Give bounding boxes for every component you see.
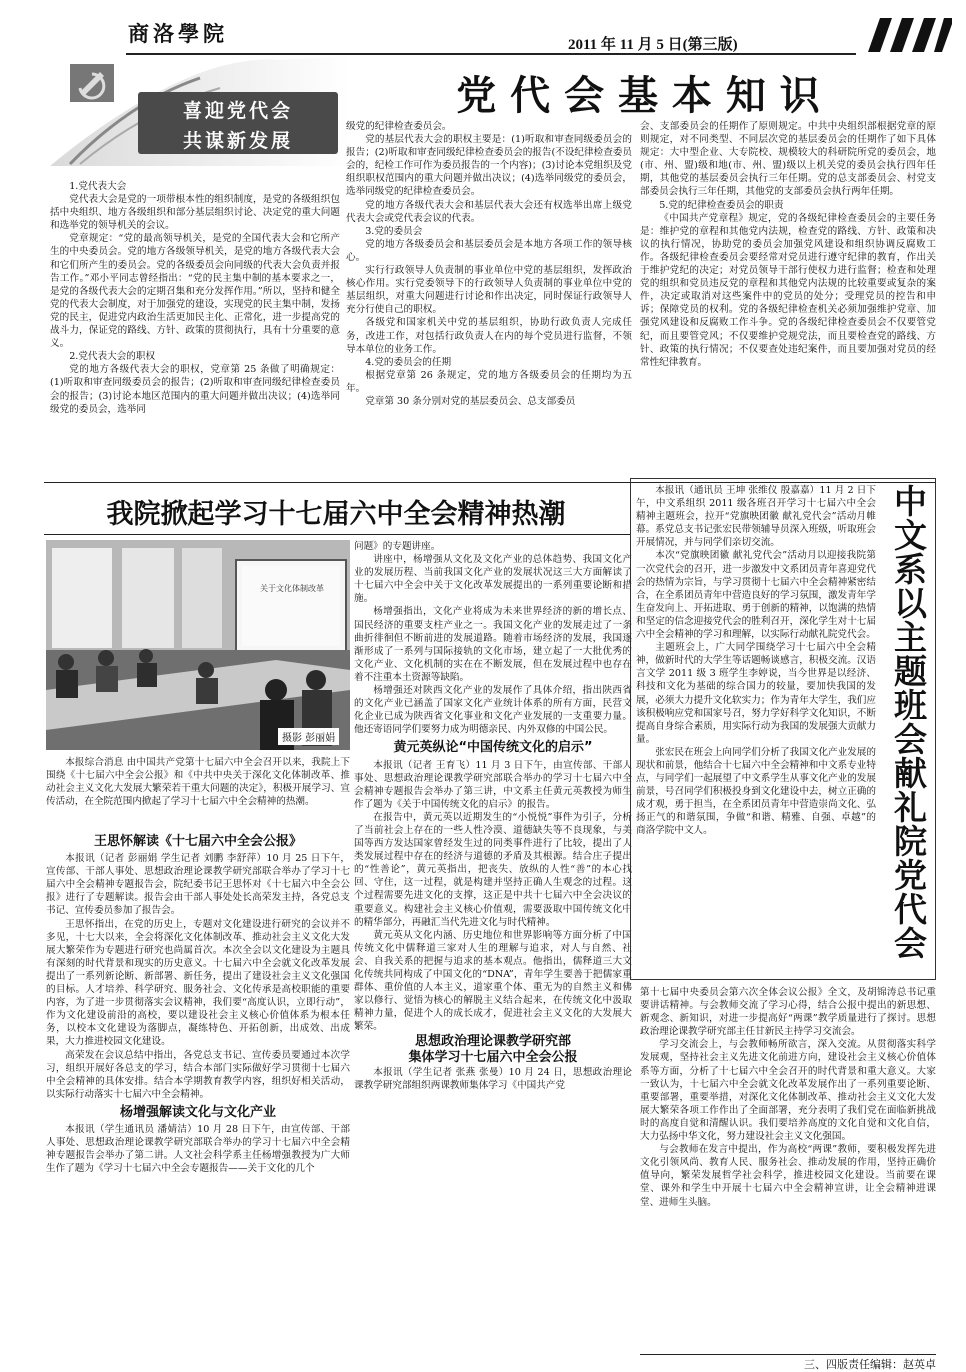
section-heading: 4.党的委员会的任期	[365, 356, 452, 368]
paragraph: 党章规定：“党的最高领导机关，是党的全国代表大会和它所产生的中央委员会。党的地方各级领导机关，是党的地方各级代表大会和它们所产生的委员会。党的各级委员会向同级的代表大会负责并报告工作。”邓小平同志曾经指出：“党的民主集中制的基本要求之一，是党的各级代表大会的定期召集和充分发挥作用。”所以，坚持和健全党的代表大会制度，对于加强党的建设，实现党的民主集中制，发扬党的民主，促进党内政治生活更加民主化、正常化，进一步提高党的战斗力，保证党的路线、方针、政策的贯彻执行，具有十分重要的意义。	[50, 233, 340, 350]
subhead: 杨增强解读文化与文化产业	[119, 1104, 276, 1120]
paragraph: 本报讯（学生通讯员 潘婧洁）10 月 28 日下午，由宣传部、干部人事处、思想政治理论课教学研究部联合举办的学习十七届六中全会精神专题报告会举办了第二讲。人文社会科学系主任杨增强教授为广大师生作了题为《学习十七届六中全会专题报告——关于文化的几个	[46, 1123, 350, 1175]
paragraph: 本次“党旗映团徽 献礼党代会”活动月以迎接我院第一次党代会的召开，进一步激发中文系团员青年喜迎党代会的热情为宗旨，与学习贯彻十七届六中全会精神紧密结合，在全系团员青年中营造良好的学习氛围，激发青年学生奋发向上、开拓进取、勇于创新的精神，以饱满的热情和坚定的信念迎接党代会的胜利召开，深化学生对十七届六中全会精神的学习和理解，以实际行动献礼院党代会。	[636, 550, 876, 641]
paragraph: 黄元英从文化内涵、历史地位和世界影响等方面分析了中国传统文化中儒释道三家对人生的理解与追求，对人与自然、社会、自我关系的把握与追求的基本观点。他指出，儒释道三大文化传统共同构成了中国文化的“DNA”，青年学生要善于把儒家重群体、重价值的人本主义，道家重个体、重无为的自然主义和佛家以修行、觉悟为核心的解脱主义结合起来，在传统文化中汲取精神力量，促进个人的成长成才，促进社会主义文化的大发展大繁荣。	[354, 929, 632, 1033]
feature-intro	[46, 756, 350, 828]
photo-screen-text: 关于文化体制改革	[260, 584, 324, 593]
paragraph: 本报讯（通讯员 王坤 张维仪 殷嘉嘉）11 月 2 日下午，中文系组织 2011 级各班召开学习十七届六中全会精神主题班会，拉开“党旗映团徽 献礼党代会”活动月帷幕。系党总支书记张宏民带领辅导员深入班级，听取班会开展情况，并与同学们亲切交流。	[636, 485, 876, 549]
side-article-top	[636, 484, 876, 976]
knowledge-column-3	[640, 120, 936, 478]
paragraph: 学习交流会上，与会教师畅所欲言，深入交流。从贯彻落实科学发展观，坚持社会主义先进文化前进方向，建设社会主义核心价值体系等方面，分析了十七届六中全会召开的时代背景和重大意义。大家一致认为，十七届六中全会就文化改革发展作出了一系列重要论断、重要部署，重要举措，对深化文化体制改革、推动社会主义文化大发展大繁荣各项工作作出了全面部署，充分表明了我们党在面临新挑战时的高度自觉和清醒认识。我们要培养高度的文化自觉和文化自信，大力弘扬中华文化，努力建设社会主义文化强国。	[640, 1039, 936, 1143]
paragraph: 党代表大会是党的一项带根本性的组织制度，是党的各级组织包括中央组织、地方各级组织和部分基层组织讨论、决定党的重大问题和选举党的领导机关的会议。	[50, 194, 340, 232]
paragraph: 本报讯（记者 王育飞）11 月 3 日下午，由宣传部、干部人事处、思想政治理论课教学研究部联合举办的学习十七届六中全会精神专题报告会举办了第三讲，中文系主任黄元英教授为师生作了题为《关于中国传统文化的启示》的报告。	[354, 759, 632, 810]
school-name: 商洛學院	[128, 21, 228, 46]
paragraph: 党的地方各级委员会和基层委员会是本地方各项工作的领导核心。	[346, 238, 632, 263]
paragraph: 高荣发在会议总结中指出，各党总支书记、宣传委员要通过本次学习，组织开展好各总支的学习，结合本部门实际做好学习贯彻十七届六中全会精神的具体安排。结合本学期教育教学内容，组织好相关活动，以实际行动落实十七届六中全会精神。	[46, 1049, 350, 1100]
editor-line: 三、四版责任编辑：赵英卓	[804, 1358, 936, 1371]
paragraph: 级党的纪律检查委员会。	[346, 121, 452, 132]
paragraph: 在报告中，黄元英以近期发生的“小悦悦”事件为引子，分析了当前社会上存在的一些人性冷漠、道德缺失等不良现象，与美国等西方发达国家曾经发生过的同类事件进行了比较，提出了人类发展过程中存在的经济与道德的矛盾及其根源。结合庄子提出的“性善论”，黄元英指出，把丧失、放纵的人性“善”的本心找回、守住，这一过程，就是构建并坚持正确人生观念的过程。这个过程需要先进文化的支撑，这正是中共十七届六中全会决议的重要意义。构建社会主义核心价值观，需要汲取中国传统文化中的精华部分，再融汇当代先进文化与时代精神。	[354, 811, 632, 928]
subhead-line: 集体学习十七届六中全会公报	[408, 1049, 578, 1065]
section-heading: 3.党的委员会	[365, 225, 423, 237]
slogan-line1: 喜迎党代会	[182, 100, 293, 122]
paragraph: 与会教师在发言中提出，作为高校“两课”教师，要积极发挥先进文化引领风尚、教育人民、服务社会、推动发展的作用，坚持正确价值导向，繁荣发展哲学社会科学，推进校园文化建设。当前要在课堂、课外和学生中开展十七届六中全会精神宣讲，让全会精神进课堂、进师生头脑。	[640, 1144, 936, 1208]
paragraph: 杨增强指出，文化产业将成为未来世界经济的新的增长点、国民经济的重要支柱产业之一。我国文化产业的发展走过了一条曲折徘徊但不断前进的发展道路。随着市场经济的发展，我国逐渐形成了一系列与国际接轨的文化市场，建立起了一大批优秀的文化产业、文化机制的实在在不断发展，但在发展过程中也存在着不注重本土资源等缺陷。	[354, 606, 632, 683]
slogan-line2: 共谋新发展	[182, 130, 293, 152]
paragraph: 实行行政领导人负责制的事业单位中党的基层组织，发挥政治核心作用。实行党委领导下的行政领导人负责制的事业单位中党的基层组织，对重大问题进行讨论和作出决定，同时保证行政领导人充分行使自己的职权。	[346, 265, 632, 316]
paragraph: 根据党章第 26 条规定，党的地方各级委员会的任期均为五年。	[346, 369, 632, 394]
headline-rule	[44, 534, 630, 535]
meeting-photo	[46, 540, 350, 750]
paragraph: 王思怀指出，在党的历史上，专题对文化建设进行研究的会议并不多见，十七大以来，全会将深化文化体制改革、推动社会主义文化大发展大繁荣作为专题进行研究也尚属首次。本次全会以文化建设为主题具有深刻的时代背景和现实的历史意义。十七届六中全会就文化改革发展提出了一系列新论断、新部署、新任务，提出了建设社会主义文化强国的目标。人才培养、科学研究、服务社会、文化传承是高校职能的重要内容，为了进一步贯彻落实会议精神，我们要“高度认识，立即行动”，作为文化建设前沿的高校，要以建设社会主义核心价值体系为根本任务，以校本文化建设为落脚点，凝练特色、开拓创新，出成效、出成果，大力推进校园文化建设。	[46, 918, 350, 1048]
paragraph: 《中国共产党章程》规定，党的各级纪律检查委员会的主要任务是：维护党的章程和其他党内法规，检查党的路线、方针、政策和决议的执行情况，协助党的委员会加强党风建设和组织协调反腐败工作。各级纪律检查委员会要经常对党员进行遵守纪律的教育，作出关于维护党纪的决定；对党员领导干部行使权力进行监督；检查和处理党的组织和党员违反党的章程和其他党内法规的比较重要或复杂的案件，决定或取消对这些案件中的党员的处分；受理党员的控告和申诉；保障党员的权利。党的各级纪律检查机关必须加强维护党章、加强党风建设和反腐败工作斗争。党的各级纪律检查委员会不仅要管党纪，而且要管党风；不仅要维护党规党法，而且要检查党的路线、方针、政策的执行情况；不仅要查处违纪案件，而且要加强对党员的经常性纪律教育。	[640, 212, 936, 368]
paragraph: 杨增强还对陕西文化产业的发展作了具体介绍，指出陕西省的文化产业已涵盖了国家文化产业统计体系的所有方面，民营文化企业已成为陕西省文化事业和文化产业发展的一支重要力量。他还寄语同学们要努力成为明德亲民、内外双修的中国公民。	[354, 685, 632, 736]
paragraph: 党的基层代表大会的职权主要是：(1)听取和审查同级委员会的报告；(2)听取和审查同级纪律检查委员会的报告(不设纪律检查委员会的，纪检工作可作为委员报告的一个内容)；(3)讨论本党组织及党组织职权范围内的重大问题并做出决议；(4)选举同级党的委员会，选举同级党的纪律检查委员会。	[346, 134, 632, 198]
footer-rule	[640, 1354, 936, 1355]
paragraph: 会、支部委员会的任期作了原则规定。中共中央组织部根据党章的原则规定，对不同类型、不同层次党的基层委员会的任期作了如下具体规定：大中型企业、大专院校、规模较大的科研院所党的委员会，地(市、州、盟)级和地(市、州、盟)级以上机关党的委员会执行四年任期，其他党的基层委员会执行三年任期。党的总支部委员会、村党支部委员会执行三年任期，其他党的支部委员会执行两年任期。	[640, 121, 936, 198]
feature-intro-text: 本报综合消息 由中国共产党第十七届六中全会召开以来，我院上下围绕《十七届六中全会公报》和《中共中央关于深化文化体制改革、推动社会主义文化大发展大繁荣若干重大问题的决定》，积极开展学习、宣传活动，在全院范围内掀起了学习十七届六中全会精神的热潮。	[46, 757, 350, 808]
feature-headline: 我院掀起学习十七届六中全会精神热潮	[106, 499, 566, 530]
subhead-line: 思想政治理论课教学研究部	[414, 1034, 571, 1050]
knowledge-column-1	[50, 180, 340, 478]
masthead	[0, 0, 966, 60]
paragraph: 问题》的专题讲座。	[354, 541, 441, 552]
party-emblem-icon	[70, 64, 114, 102]
slogan-box	[138, 92, 338, 154]
date-edition: 2011 年 11 月 5 日(第三版)	[568, 37, 738, 53]
paragraph: 党的地方各级代表大会的职权，党章第 25 条做了明确规定：(1)听取和审查同级委员会的报告；(2)听取和审查同级纪律检查委员会的报告；(3)讨论本地区范围内的重大问题并做出决议；(4)选举同级党的委员会，选举同	[50, 364, 340, 415]
masthead-rule	[126, 53, 856, 55]
section-heading: 5.党的纪律检查委员会的职责	[659, 199, 784, 211]
paragraph: 党章第 30 条分别对党的基层委员会、总支部委员	[365, 395, 576, 407]
paragraph: 张宏民在班会上向同学们分析了我国文化产业发展的现状和前景，他结合十七届六中全会精神和中文系专业特点，与同学们一起展望了中文系学生从事文化产业的发展前景，号召同学们积极投身到文化建设中去，树立正确的成才观，勇于担当，在全系团员青年中营造崇尚文化、弘扬正气的和谐氛围，争做“和谐、精雅、自强、卓越”的商洛学院中文人。	[636, 746, 876, 837]
side-article-bottom	[640, 986, 936, 1362]
photo-credit: 摄影 彭丽娟	[278, 728, 339, 745]
subhead: 黄元英纵论“中国传统文化的启示”	[393, 740, 593, 756]
section-heading: 1.党代表大会	[69, 181, 127, 192]
feature-middle-column	[354, 540, 632, 1362]
paragraph: 主题班会上，广大同学围绕学习十七届六中全会精神，做新时代的大学生等话题畅谈感言，积极交流。汉语言文学 2011 级 3 班学生李婷说，当今世界是以经济、科技和文化为基础的综合国力的较量，要加快我国的发展，必须大力提升文化软实力；作为青年大学生，我们应该积极响应党和国家号召，努力学好科学文化知识，不断提高自身综合素质，用实际行动为我国的发展强大贡献力量。	[636, 642, 876, 745]
subhead: 王思怀解读《十七届六中全会公报》	[93, 834, 302, 849]
paragraph: 本报讯（学生记者 张燕 张曼）10 月 24 日，思想政治理论课教学研究部组织两课教师集体学习《中国共产党	[354, 1066, 632, 1091]
paragraph: 本报讯（记者 彭丽娟 学生记者 刘鹏 李舒萍）10 月 25 日下午，宣传部、干部人事处、思想政治理论课教学研究部联合举办了学习十七届六中全会精神专题报告会，院纪委书记王思怀对《十七届六中全会公报》进行了专题解读。报告会由干部人事处处长高荣发主持，各党总支书记、宣传委员参加了报告会。	[46, 853, 350, 917]
section-heading: 2.党代表大会的职权	[69, 351, 156, 363]
feature-left-column	[46, 830, 350, 1362]
paragraph: 讲座中，杨增强从文化及文化产业的总体趋势、我国文化产业的发展历程、当前我国文化产业的发展状况这三大方面解读了十七届六中全会中关于文化改革发展提出的一系列重要论断和措施。	[354, 554, 632, 605]
masthead-corner-stripes	[856, 18, 952, 52]
paragraph: 党的地方各级代表大会和基层代表大会还有权选举出席上级党代表大会或党代表会议的代表。	[346, 199, 632, 224]
side-title-text: 中文系以主题班会献礼院党代会	[889, 484, 928, 960]
side-title	[884, 484, 932, 976]
paragraph: 第十七届中央委员会第六次全体会议公报》全文，及胡锦涛总书记重要讲话精神。与会教师交流了学习心得，结合公报中提出的新思想、新观念、新知识，对进一步提高好“两课”教学质量进行了探讨。思想政治理论课教学研究部主任甘新民主持学习交流会。	[640, 987, 936, 1038]
knowledge-column-2	[346, 120, 632, 478]
banner-title: 党 代 会 基 本 知 识	[456, 73, 820, 119]
paragraph: 各级党和国家机关中党的基层组织，协助行政负责人完成任务，改进工作，对包括行政负责人在内的每个党员进行监督，不领导本单位的业务工作。	[346, 317, 632, 355]
